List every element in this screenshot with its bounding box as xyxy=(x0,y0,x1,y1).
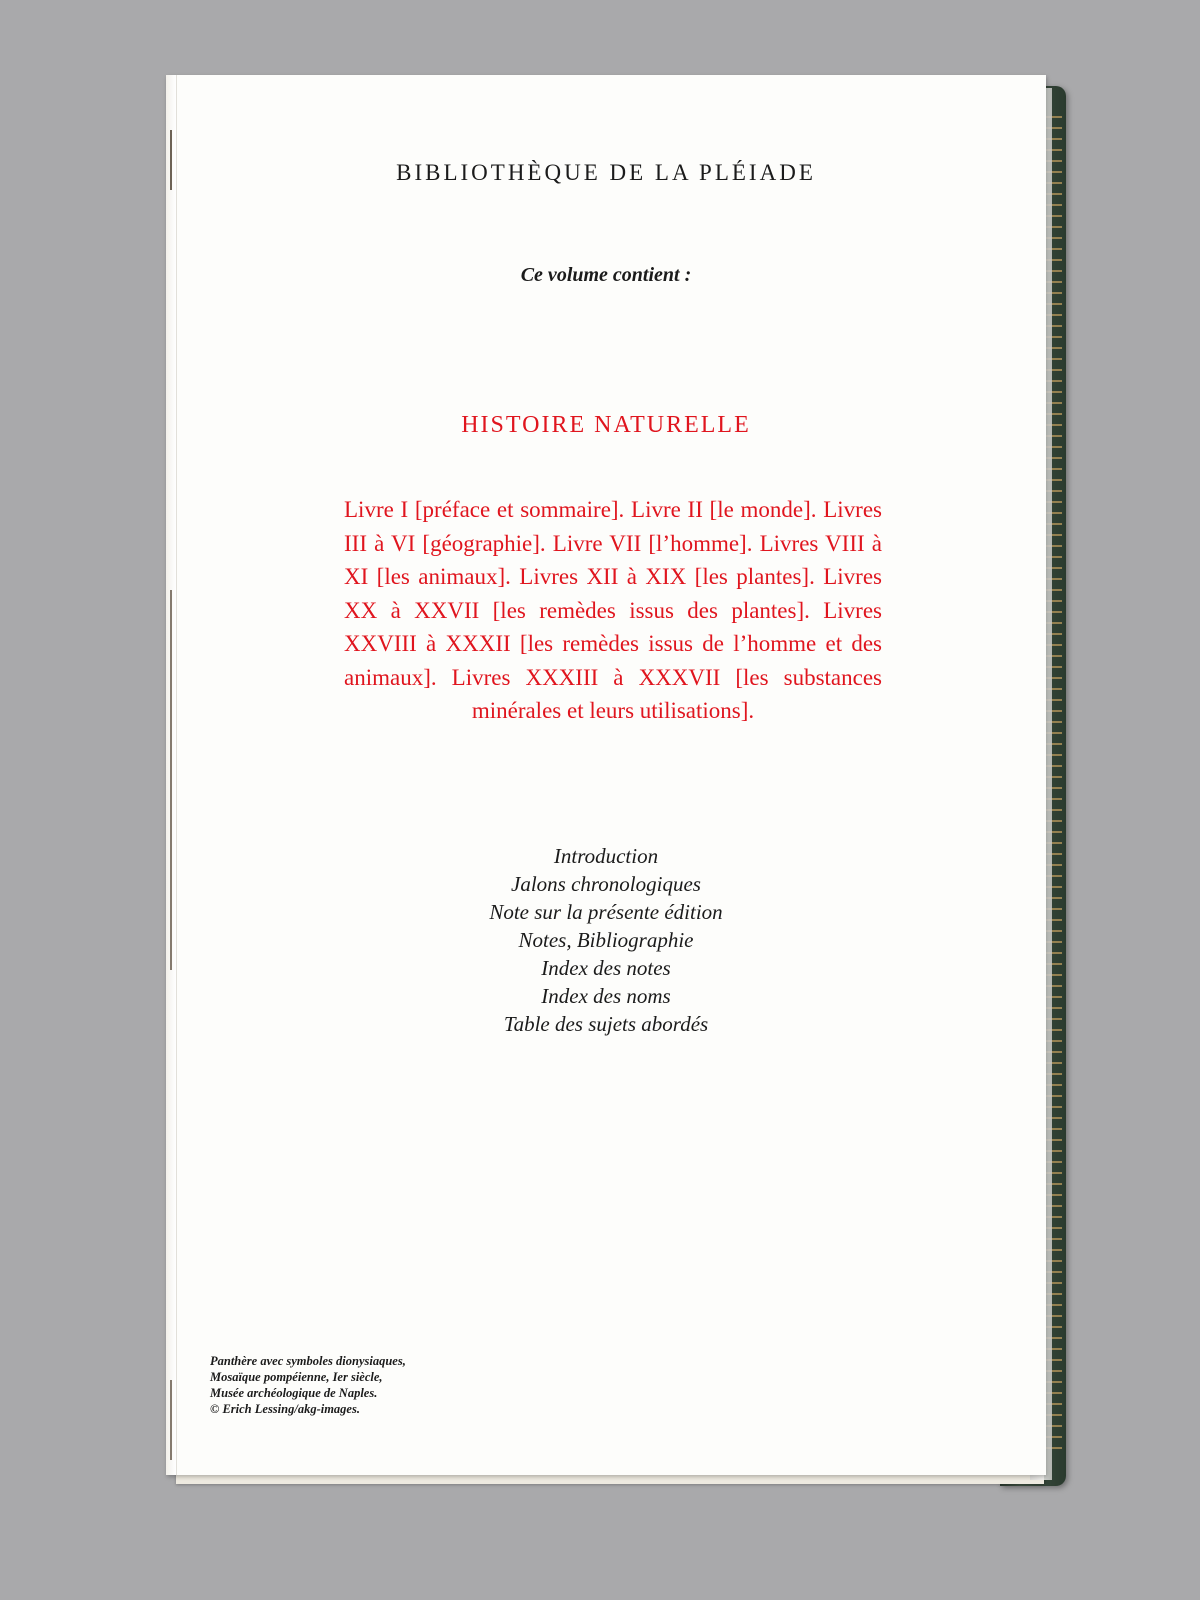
intro-line: Ce volume contient : xyxy=(520,264,692,286)
apparatus-item: Introduction xyxy=(553,844,659,868)
credit-line: Mosaïque pompéienne, Ier siècle, xyxy=(210,1370,383,1384)
credit-line: © Erich Lessing/akg-images. xyxy=(210,1402,360,1416)
fold-mark-bottom xyxy=(170,1380,172,1460)
apparatus-list xyxy=(166,842,1046,1038)
apparatus-item: Notes, Bibliographie xyxy=(518,928,694,952)
credit-line: Musée archéologique de Naples. xyxy=(210,1386,378,1400)
credit-line: Panthère avec symboles dionysiaques, xyxy=(210,1354,406,1368)
apparatus-item: Index des noms xyxy=(541,984,671,1008)
image-credit xyxy=(210,1353,610,1417)
apparatus-item: Jalons chronologiques xyxy=(511,872,701,896)
work-title: HISTOIRE NATURELLE xyxy=(461,412,751,438)
apparatus-item: Table des sujets abordés xyxy=(503,1012,709,1036)
apparatus-item: Index des notes xyxy=(541,956,671,980)
apparatus-item: Note sur la présente édition xyxy=(489,900,723,924)
series-title: BIBLIOTHÈQUE DE LA PLÉIADE xyxy=(396,160,816,185)
contents-paragraph: Livre I [préface et sommaire]. Livre II [le monde]. Livres III à VI [géographie]. Livre VII [l’homme]. Livres VIII à XI [les animaux]. Livres XII à XIX [les plantes]. Livres XX à XXVII [les remèdes issus des plantes]. Livres XXVIII à XXXII [les remèdes issus de l’homme et des animaux]. Livres XXXIII à XXXVII [les substances minérales et leurs utilisations]. xyxy=(344,497,882,723)
